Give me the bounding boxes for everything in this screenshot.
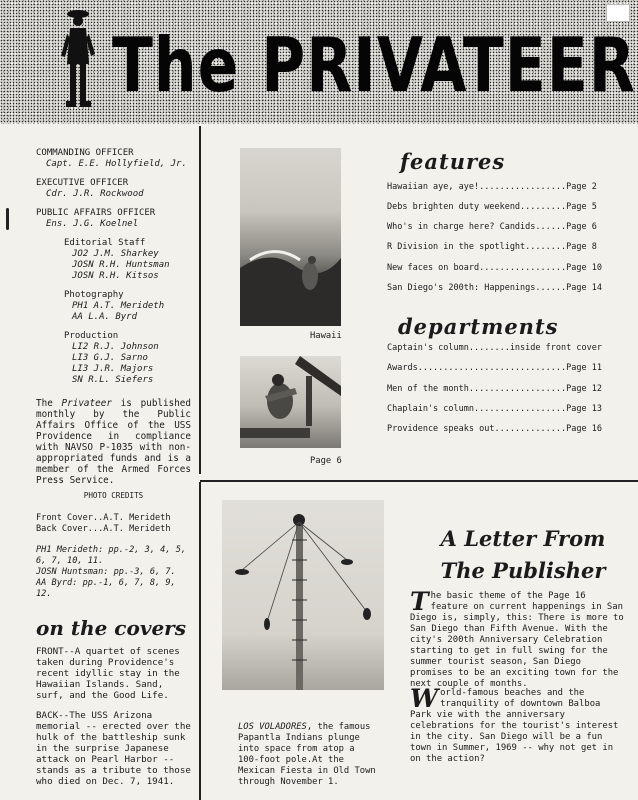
surf-figure-illustration [240, 148, 341, 326]
staff-member: JOSN R.H. Huntsman [72, 260, 170, 270]
staff-member: LI3 J.R. Majors [72, 364, 154, 374]
page6-photo-caption: Page 6 [310, 456, 342, 466]
public-affairs-officer-title: PUBLIC AFFAIRS OFFICER [36, 208, 156, 218]
voladores-caption-lead: LOS VOLADORES [238, 722, 307, 732]
back-cover-credit: Back Cover...A.T. Merideth [36, 524, 171, 534]
photo-credits-heading: PHOTO CREDITS [83, 491, 144, 500]
features-heading: features [400, 149, 506, 174]
credit-line: PH1 Merideth: pp.-2, 3, 4, 5, 6, 7, 10, 11. [36, 545, 187, 566]
hawaii-photo [240, 148, 341, 326]
executive-officer-name: Cdr. J.R. Rockwood [46, 189, 144, 199]
masthead-title: The PRIVATEER [112, 22, 636, 110]
column-divider-vertical-top [199, 126, 201, 474]
letter-title-line2: The Publisher [440, 558, 606, 583]
front-cover-description: FRONT--A quartet of scenes taken during Providence's recent idyllic stay in the Hawaiian Islands. Sand, surf, and the Good Life. [36, 646, 180, 701]
back-cover-description: BACK--The USS Arizona memorial -- erected over the hulk of the battleship sunk in the surprise Japanese attack on Pearl Harbor -- stands as a tribute to those who died on Dec. 7, 1941. [36, 710, 191, 787]
section-divider-horizontal [200, 480, 638, 482]
departments-heading: departments [398, 314, 559, 339]
pole-flyers-illustration [222, 500, 384, 690]
production-title: Production [64, 331, 119, 341]
features-item: Who's in charge here? Candids......Page 6 [387, 222, 597, 232]
staff-member: LI2 R.J. Johnson [72, 342, 159, 352]
departments-item: Chaplain's column..................Page 13 [387, 404, 602, 414]
features-item: San Diego's 200th: Happenings......Page 14 [387, 283, 602, 293]
editorial-staff-title: Editorial Staff [64, 238, 146, 248]
features-item: R Division in the spotlight........Page 8 [387, 242, 597, 252]
publication-name: Privateer [61, 398, 112, 409]
staff-member: AA L.A. Byrd [72, 312, 138, 322]
staff-listing [36, 148, 196, 394]
staff-member: PH1 A.T. Merideth [72, 301, 165, 311]
letter-paragraph-text: orld-famous beaches and the tranquility of downtown Balboa Park vie with the anniversary celebrations for the tourist's interest in the city. San Diego will be a fun town in Summer, 1969 -- why not get in on the action? [410, 688, 619, 764]
departments-item: Captain's column........inside front cover [387, 343, 602, 353]
voladores-caption [238, 722, 378, 788]
photography-title: Photography [64, 290, 124, 300]
departments-item: Awards.............................Page 11 [387, 363, 602, 373]
privateer-figure-illustration [58, 4, 98, 114]
corner-mark [606, 4, 630, 22]
staff-member: JOSN R.H. Kitsos [72, 271, 159, 281]
credit-line: JOSN Huntsman: pp.-3, 6, 7. [36, 567, 176, 577]
letter-paragraph-text: he basic theme of the Page 16 feature on current happenings in San Diego is, simply, this: There is more to San Diego than Fifth Avenue. With the city's 200th Anniversary Celebration starting to get in full swing for the summer tourist season, San Diego promises to be an exciting town for the next couple of months. [410, 591, 624, 689]
publication-note-text: is published monthly by the Public Affairs Office of the USS Providence in compliance with NAVSO P-1035 with non-appropriated funds and is a member of the Armed Forces Press Service. [36, 398, 191, 486]
features-item: Debs brighten duty weekend.........Page 5 [387, 202, 597, 212]
letter-paragraph-1 [410, 587, 626, 690]
publication-note [36, 398, 191, 486]
masthead [0, 0, 638, 124]
drop-cap: T [410, 587, 429, 616]
front-cover-credit: Front Cover..A.T. Merideth [36, 513, 171, 523]
credit-line: AA Byrd: pp.-1, 6, 7, 8, 9, 12. [36, 578, 176, 599]
executive-officer-title: EXECUTIVE OFFICER [36, 178, 129, 188]
commanding-officer-name: Capt. E.E. Hollyfield, Jr. [46, 159, 187, 169]
voladores-photo [222, 500, 384, 690]
publication-note-pre: The [36, 398, 62, 409]
staff-member: JO2 J.M. Sharkey [72, 249, 159, 259]
departments-item: Providence speaks out..............Page 16 [387, 424, 602, 434]
photo-credits [36, 490, 191, 600]
voladores-caption-text: , the famous Papantla Indians plunge into space from atop a 100-foot pole.At the Mexican Fiesta in Old Town through November 1. [238, 722, 376, 787]
drop-cap: W [410, 684, 439, 713]
features-item: New faces on board.................Page 10 [387, 263, 602, 273]
hawaii-photo-caption: Hawaii [310, 331, 342, 341]
staff-member: SN R.L. Siefers [72, 375, 154, 385]
letter-title-line1: A Letter From [440, 526, 606, 551]
features-item: Hawaiian aye, aye!.................Page 2 [387, 182, 597, 192]
covers-heading: on the covers [36, 616, 186, 640]
departments-item: Men of the month...................Page 12 [387, 384, 602, 394]
sailors-illustration [240, 356, 341, 448]
public-affairs-officer-name: Ens. J.G. Koelnel [46, 219, 139, 229]
margin-mark [6, 208, 9, 230]
page6-photo [240, 356, 341, 448]
column-divider-vertical-bottom [199, 482, 201, 800]
letter-paragraph-2 [410, 684, 626, 765]
commanding-officer-title: COMMANDING OFFICER [36, 148, 134, 158]
staff-member: LI3 G.J. Sarno [72, 353, 148, 363]
